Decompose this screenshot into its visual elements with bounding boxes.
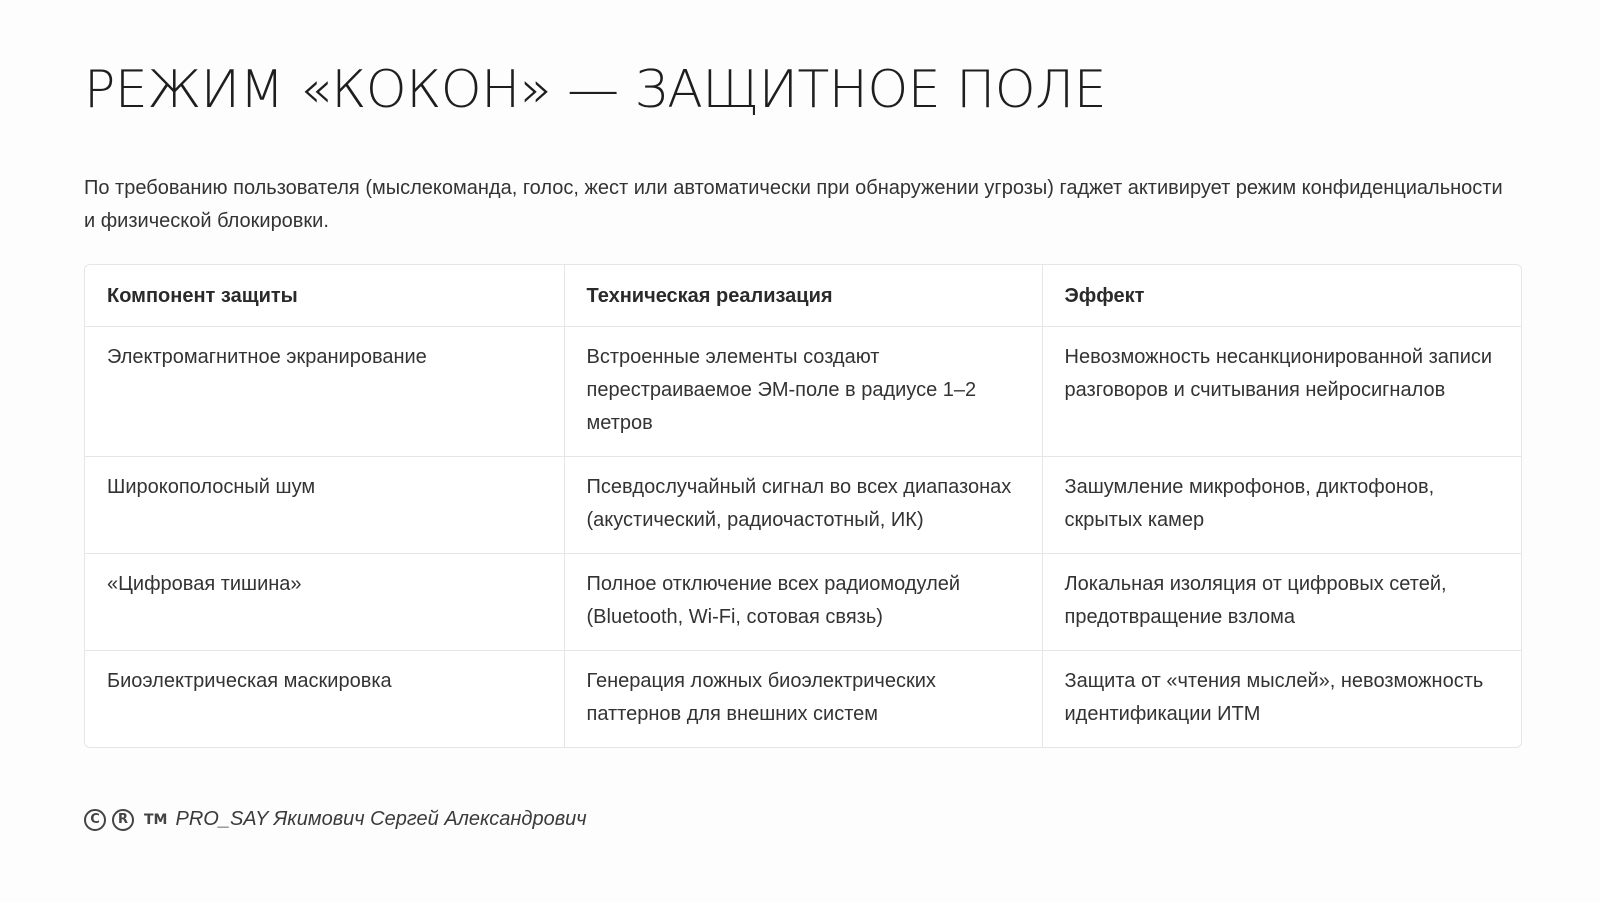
cell-effect: Локальная изоляция от цифровых сетей, предотвращение взлома (1042, 554, 1521, 651)
cell-component: «Цифровая тишина» (85, 554, 564, 651)
cell-component: Широкополосный шум (85, 457, 564, 554)
column-header-effect: Эффект (1042, 265, 1521, 327)
column-header-component: Компонент защиты (85, 265, 564, 327)
table-row (85, 554, 1521, 651)
author-name: PRO_SAY Якимович Сергей Александрович (175, 808, 587, 830)
cell-component: Электромагнитное экранирование (85, 327, 564, 457)
table-row (85, 457, 1521, 554)
table-row (85, 651, 1521, 748)
page-title: РЕЖИМ «КОКОН» — ЗАЩИТНОЕ ПОЛЕ (84, 60, 1107, 120)
registered-icon: R (112, 809, 134, 831)
intro-paragraph: По требованию пользователя (мыслекоманда, голос, жест или автоматически при обнаружении угрозы) гаджет активирует режим конфиденциальности и физической блокировки. (84, 177, 1503, 232)
cell-implementation: Полное отключение всех радиомодулей (Bluetooth, Wi-Fi, сотовая связь) (564, 554, 1042, 651)
column-header-implementation: Техническая реализация (564, 265, 1042, 327)
cell-implementation: Генерация ложных биоэлектрических паттернов для внешних систем (564, 651, 1042, 748)
footer-signature (84, 808, 587, 831)
table-header-row (85, 265, 1521, 327)
cell-effect: Защита от «чтения мыслей», невозможность идентификации ИТМ (1064, 670, 1484, 725)
table-row (85, 327, 1521, 457)
trademark-icon: TM (144, 811, 168, 828)
cell-implementation: Псевдослучайный сигнал во всех диапазонах (акустический, радиочастотный, ИК) (564, 457, 1042, 554)
copyright-icon: C (84, 809, 106, 831)
cell-effect: Невозможность несанкционированной записи разговоров и считывания нейросигналов (1042, 327, 1521, 457)
protection-table-grid (85, 265, 1521, 747)
cell-implementation: Встроенные элементы создают перестраиваемое ЭМ-поле в радиусе 1–2 метров (564, 327, 1042, 457)
protection-table (84, 264, 1522, 748)
cell-effect: Зашумление микрофонов, диктофонов, скрытых камер (1042, 457, 1521, 554)
cell-component: Биоэлектрическая маскировка (85, 651, 564, 748)
